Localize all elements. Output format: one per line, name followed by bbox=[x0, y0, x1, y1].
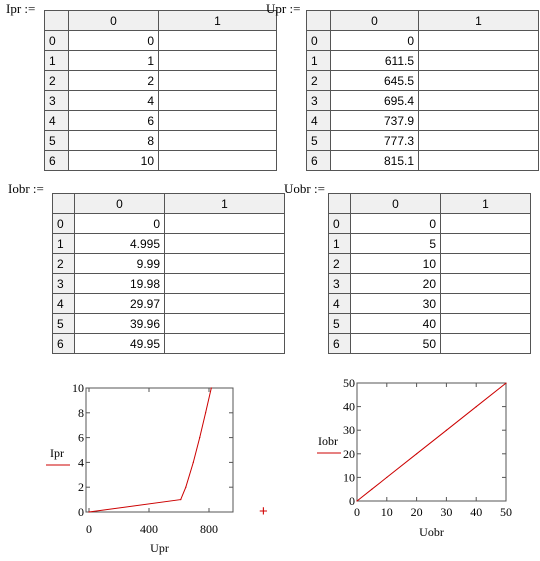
x-tick-label: 40 bbox=[470, 505, 483, 519]
y-tick-label: 10 bbox=[72, 381, 84, 395]
row-index: 4 bbox=[53, 294, 75, 314]
iobr-label: Iobr := bbox=[8, 181, 44, 196]
matrix-cell[interactable]: 10 bbox=[69, 151, 159, 171]
matrix-cell[interactable]: 611.5 bbox=[331, 51, 419, 71]
row-index: 2 bbox=[329, 254, 351, 274]
matrix-cell[interactable]: 30 bbox=[351, 294, 441, 314]
data-point bbox=[416, 453, 417, 454]
x-tick-label: 30 bbox=[440, 505, 453, 519]
row-index: 0 bbox=[45, 31, 69, 51]
data-point bbox=[185, 487, 186, 488]
data-point bbox=[356, 500, 357, 501]
y-tick-label: 2 bbox=[78, 480, 84, 495]
matrix-cell[interactable]: 0 bbox=[69, 31, 159, 51]
data-point bbox=[205, 412, 206, 413]
matrix-cell[interactable]: 50 bbox=[351, 334, 441, 354]
matrix-cell[interactable]: 40 bbox=[351, 314, 441, 334]
matrix-cell[interactable]: 20 bbox=[351, 274, 441, 294]
row-index: 4 bbox=[45, 111, 69, 131]
row-index: 5 bbox=[53, 314, 75, 334]
y-tick-label: 50 bbox=[343, 376, 355, 390]
data-point bbox=[386, 477, 387, 478]
y-tick-label: 8 bbox=[78, 405, 84, 420]
y-tick-label: 40 bbox=[343, 399, 355, 414]
row-index: 5 bbox=[307, 131, 331, 151]
row-index: 2 bbox=[45, 71, 69, 91]
ipr-col-header: 0 bbox=[69, 11, 159, 31]
x-tick-label: 20 bbox=[410, 505, 423, 519]
data-point bbox=[476, 406, 477, 407]
iobr-col-header: 1 bbox=[165, 194, 285, 214]
upr-col-header: 1 bbox=[419, 11, 539, 31]
row-index: 6 bbox=[329, 334, 351, 354]
matrix-cell[interactable]: 6 bbox=[69, 111, 159, 131]
upr-label: Upr := bbox=[266, 1, 301, 16]
x-tick-label: 400 bbox=[140, 522, 158, 536]
matrix-cell[interactable]: 737.9 bbox=[331, 111, 419, 131]
matrix-cell[interactable]: 19.98 bbox=[75, 274, 165, 294]
matrix-cell[interactable]: 645.5 bbox=[331, 71, 419, 91]
upr-col-header: 0 bbox=[331, 11, 419, 31]
row-index: 0 bbox=[307, 31, 331, 51]
row-index: 1 bbox=[329, 234, 351, 254]
row-index: 3 bbox=[307, 91, 331, 111]
insertion-plus-marker[interactable]: + bbox=[259, 503, 268, 520]
row-index: 1 bbox=[307, 51, 331, 71]
matrix-cell[interactable]: 4.995 bbox=[75, 234, 165, 254]
y-tick-label: 10 bbox=[343, 470, 355, 485]
x-tick-label: 800 bbox=[200, 522, 218, 536]
matrix-cell[interactable]: 49.95 bbox=[75, 334, 165, 354]
row-index: 0 bbox=[53, 214, 75, 234]
matrix-cell[interactable]: 2 bbox=[69, 71, 159, 91]
matrix-cell[interactable]: 0 bbox=[75, 214, 165, 234]
data-point bbox=[88, 511, 89, 512]
y-tick-label: 0 bbox=[349, 494, 355, 508]
y-axis-label: Iobr bbox=[318, 434, 338, 448]
x-tick-label: 0 bbox=[86, 522, 92, 536]
row-index: 2 bbox=[307, 71, 331, 91]
row-index: 4 bbox=[307, 111, 331, 131]
row-index: 5 bbox=[329, 314, 351, 334]
data-point bbox=[199, 437, 200, 438]
matrix-cell[interactable]: 10 bbox=[351, 254, 441, 274]
row-index: 6 bbox=[307, 151, 331, 171]
matrix-cell[interactable]: 8 bbox=[69, 131, 159, 151]
y-tick-label: 30 bbox=[343, 423, 355, 438]
matrix-cell[interactable]: 9.99 bbox=[75, 254, 165, 274]
row-index: 2 bbox=[53, 254, 75, 274]
y-tick-label: 0 bbox=[78, 505, 84, 519]
row-index: 6 bbox=[53, 334, 75, 354]
chart-0 bbox=[46, 387, 233, 512]
data-point bbox=[446, 430, 447, 431]
y-tick-label: 4 bbox=[78, 455, 84, 470]
row-index: 0 bbox=[329, 214, 351, 234]
uobr-col-header: 1 bbox=[441, 194, 531, 214]
plot-frame bbox=[86, 388, 233, 512]
matrix-cell[interactable]: 4 bbox=[69, 91, 159, 111]
matrix-cell[interactable]: 815.1 bbox=[331, 151, 419, 171]
matrix-cell[interactable]: 777.3 bbox=[331, 131, 419, 151]
row-index: 3 bbox=[45, 91, 69, 111]
matrix-cell[interactable]: 29.97 bbox=[75, 294, 165, 314]
row-index: 3 bbox=[329, 274, 351, 294]
x-tick-label: 0 bbox=[354, 505, 360, 519]
ipr-col-header: 1 bbox=[159, 11, 277, 31]
uobr-label: Uobr := bbox=[284, 181, 325, 196]
data-point bbox=[371, 489, 372, 490]
ipr-label: Ipr := bbox=[6, 1, 36, 16]
row-index: 6 bbox=[45, 151, 69, 171]
matrix-cell[interactable]: 39.96 bbox=[75, 314, 165, 334]
y-axis-label: Ipr bbox=[50, 446, 64, 460]
x-axis-label: Upr bbox=[150, 541, 169, 555]
uobr-col-header: 0 bbox=[351, 194, 441, 214]
row-index: 3 bbox=[53, 274, 75, 294]
matrix-cell[interactable]: 0 bbox=[331, 31, 419, 51]
data-point bbox=[505, 383, 506, 384]
x-tick-label: 50 bbox=[500, 505, 512, 519]
data-point bbox=[193, 462, 194, 463]
row-index: 1 bbox=[45, 51, 69, 71]
iobr-col-header: 0 bbox=[75, 194, 165, 214]
x-axis-label: Uobr bbox=[419, 525, 444, 539]
y-tick-label: 20 bbox=[343, 446, 355, 461]
matrix-cell[interactable]: 1 bbox=[69, 51, 159, 71]
x-tick-label: 10 bbox=[380, 505, 393, 519]
row-index: 1 bbox=[53, 234, 75, 254]
matrix-cell[interactable]: 695.4 bbox=[331, 91, 419, 111]
matrix-cell[interactable]: 5 bbox=[351, 234, 441, 254]
matrix-cell[interactable]: 0 bbox=[351, 214, 441, 234]
row-index: 5 bbox=[45, 131, 69, 151]
data-point bbox=[211, 387, 212, 388]
data-point bbox=[180, 499, 181, 500]
row-index: 4 bbox=[329, 294, 351, 314]
y-tick-label: 6 bbox=[78, 430, 84, 445]
